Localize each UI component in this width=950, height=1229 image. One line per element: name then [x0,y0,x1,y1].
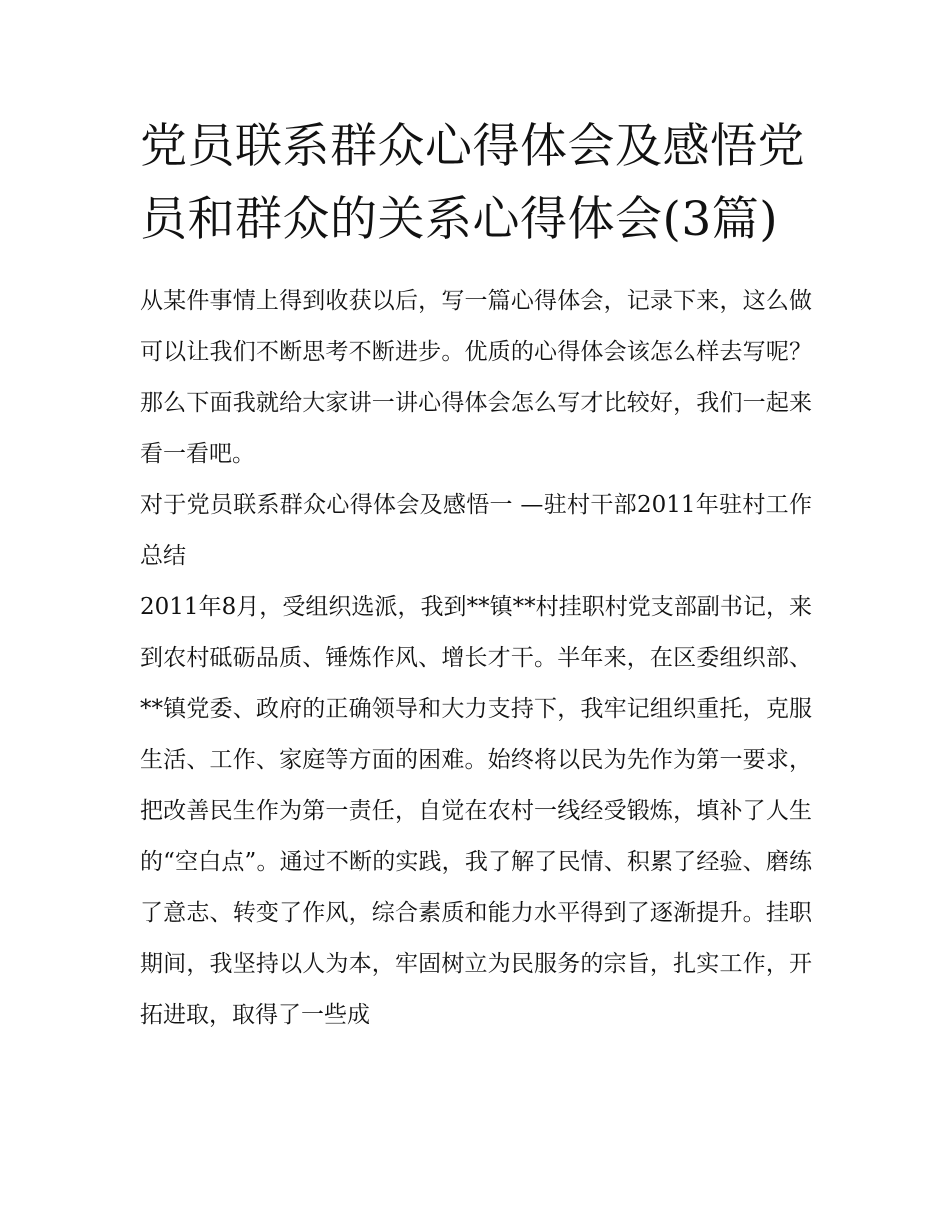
document-content [140,110,812,1041]
document-title: 党员联系群众心得体会及感悟党员和群众的关系心得体会(3篇) [140,119,805,247]
body-paragraph: 2011年8月，受组织选派，我到**镇**村挂职村党支部副书记，来到农村砥砺品质、锤炼作风、增长才干。半年来，在区委组织部、**镇党委、政府的正确领导和大力支持下，我牢记组织重托，克服生活、工作、家庭等方面的困难。始终将以民为先作为第一要求，把改善民生作为第一责任，自觉在农村一线经受锻炼，填补了人生的“空白点”。通过不断的实践，我了解了民情、积累了经验、磨练了意志、转变了作风，综合素质和能力水平得到了逐渐提升。挂职期间，我坚持以人为本，牢固树立为民服务的宗旨，扎实工作，开拓进取，取得了一些成 [140,594,812,1028]
section-heading: 对于党员联系群众心得体会及感悟一 —驻村干部2011年驻村工作总结 [140,492,812,569]
intro-paragraph: 从某件事情上得到收获以后，写一篇心得体会，记录下来，这么做可以让我们不断思考不断进步。优质的心得体会该怎么样去写呢？那么下面我就给大家讲一讲心得体会怎么写才比较好，我们一起来看一看吧。 [140,288,812,467]
